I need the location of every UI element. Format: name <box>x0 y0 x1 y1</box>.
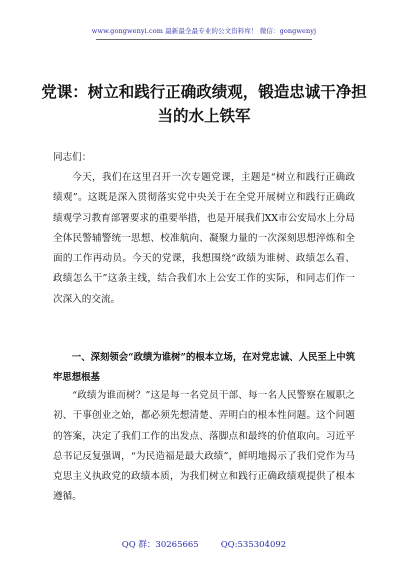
qq-contact: QQ:535304092 <box>220 540 287 550</box>
header-divider <box>96 39 312 40</box>
section-heading: 一、深刻领会“政绩为谁树”的根本立场，在对党忠诚、人民至上中筑牢思想根基 <box>53 352 355 383</box>
site-footer <box>0 538 408 550</box>
body-paragraph: “政绩为谁而树？”这是每一名党员干部、每一名人民警察在履职之初、干事创业之始，都必须先想清楚、弄明白的根本性问题。这个问题的答案，决定了我们工作的出发点、落脚点和最终的价值取向。习近平总书记反复强调，“为民造福是最大政绩”，鲜明地揭示了我们党作为马克思主义执政党的政绩本质，为我们树立和践行正确政绩观提供了根本遵循。 <box>53 390 355 503</box>
site-header: www.gongwenyi.com 最新最全最专业的公文资料库！ 微信：gongwenyj <box>91 27 317 35</box>
document-title: 党课：树立和践行正确政绩观，锻造忠诚干净担当的水上铁军 <box>41 82 367 125</box>
qq-group: QQ 群：30265665 <box>121 540 199 550</box>
intro-paragraph: 今天，我们在这里召开一次专题党课，主题是“树立和践行正确政绩观”。这既是深入贯彻落实党中央关于在全党开展树立和践行正确政绩观学习教育部署要求的重要举措，也是开展我们XX市公安局水上分局全体民警辅警统一思想、校准航向、凝聚力量的一次深刻思想淬炼和全面的工作再动员。今天的党课，我想围绕“政绩为谁树、政绩怎么看、政绩怎么干”这条主线，结合我们水上公安工作的实际，和同志们作一次深入的交流。 <box>53 172 355 305</box>
greeting: 同志们： <box>53 152 92 163</box>
